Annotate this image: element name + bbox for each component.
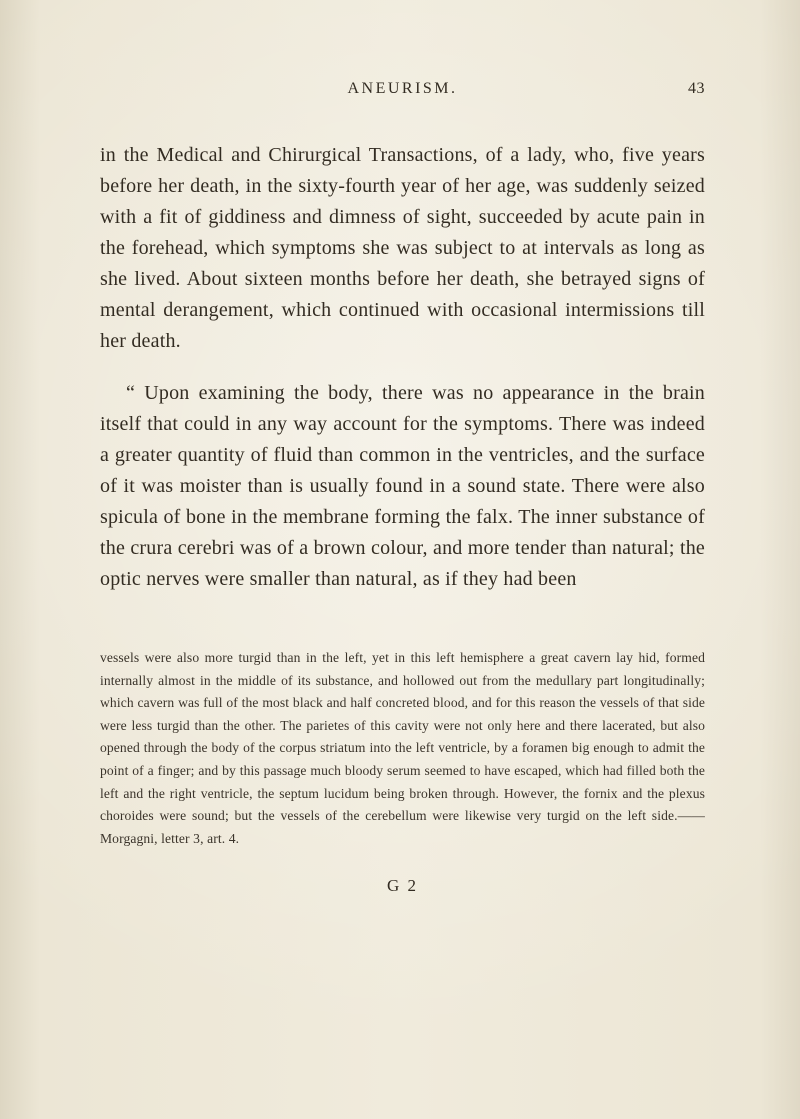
footnote: vessels were also more turgid than in the left, yet in this left hemisphere a great cavern lay hid, formed internally almost in the middle of its substance, and hollowed out from the medullary part longitudinally; which cavern was full of the most black and half concreted blood, and for this reason the vessels of that side were less turgid than the other. The parietes of this cavity were not only here and there lacerated, but also opened through the body of the corpus striatum into the left ventricle, by a foramen big enough to admit the point of a finger; and by this passage much bloody serum seemed to have escaped, which had filled both the left and the right ventricle, the septum lucidum being broken through. However, the fornix and the plexus choroides were sound; but the vessels of the cerebellum were likewise very turgid on the left side.——Morgagni, letter 3, art. 4. [100, 650, 705, 846]
page-header [100, 80, 705, 104]
paragraph-2: “ Upon examining the body, there was no appearance in the brain itself that could in any way account for the symptoms. There was indeed a greater quantity of fluid than common in the ventricles, and the surface of it was moister than is usually found in a sound state. There were also spicula of bone in the membrane forming the falx. The inner substance of the crura cerebri was of a brown colour, and more tender than natural; the optic nerves were smaller than natural, as if they had been [100, 382, 705, 590]
signature-mark: G 2 [386, 876, 419, 896]
paragraph-1: in the Medical and Chirurgical Transactions, of a lady, who, five years before her death, in the sixty-fourth year of her age, was suddenly seized with a fit of giddiness and dimness of sight, succeeded by acute pain in the forehead, which symptoms she was subject to at intervals as long as she lived. About sixteen months before her death, she betrayed signs of mental derangement, which continued with occasional intermissions till her death. [100, 144, 705, 352]
running-title: ANEURISM. [347, 80, 458, 97]
page-number: 43 [688, 80, 705, 97]
body-text [100, 140, 705, 595]
